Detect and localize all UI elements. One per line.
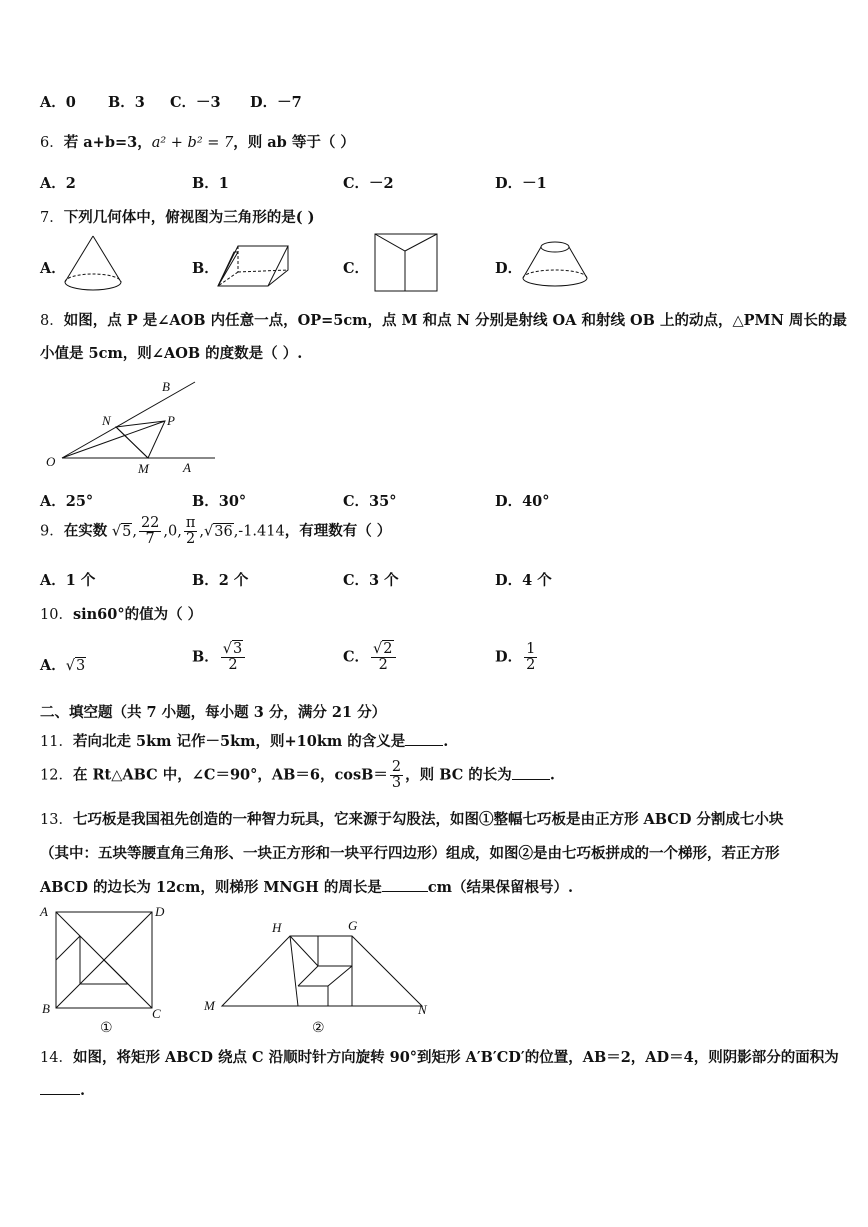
q14-stem-line1 — [40, 1046, 839, 1067]
frustum-icon — [520, 238, 590, 290]
q8-figure — [40, 376, 230, 476]
q13-fig1-caption: ① — [100, 1021, 113, 1036]
q9-stem: 9．在实数 √5, $\frac{22}{7}$ ,0, $\frac{\pi}{2}$ ,√36,-1.414，有理数有（ ） — [40, 515, 392, 548]
q9-option-d: D．4 个 — [495, 572, 552, 589]
q9-fraction-22-7: $\frac{22}{7}$ — [140, 515, 160, 548]
q13-fig1-label-b: B — [42, 1001, 50, 1016]
triangular-prism-icon — [216, 238, 290, 290]
q8-label-o: O — [46, 454, 56, 469]
q8-label-b: B — [162, 379, 170, 394]
q9-text-a: 在实数 — [63, 522, 108, 540]
q10-number: 10． — [40, 607, 73, 623]
q6-option-c: C．－2 — [343, 175, 394, 192]
q13-fig1-label-a: A — [40, 904, 48, 919]
q13-fig2-label-h: H — [272, 920, 282, 935]
q8-text-line1: 如图，点 P 是∠AOB 内任意一点，OP=5cm，点 M 和点 N 分别是射线 OA 和射线 OB 上的动点，△PMN 周长的最 — [63, 312, 847, 329]
q8-option-a: A．25° — [40, 493, 94, 510]
q11-answer-blank[interactable] — [405, 731, 443, 746]
q6-formula: a² + b² = 7 — [151, 135, 234, 151]
q13-line3a: ABCD 的边长为 12cm，则梯形 MNGH 的周长是 — [40, 879, 382, 896]
q8-option-b: B．30° — [192, 493, 247, 510]
section2-title: 二、填空题（共 7 小题，每小题 3 分，满分 21 分） — [40, 704, 387, 721]
q5-option-c: C．－3 — [170, 94, 221, 111]
triangular-prism-front-icon — [372, 231, 440, 295]
q11-number: 11． — [40, 734, 73, 750]
q8-label-a: A — [183, 460, 191, 475]
q14-number: 14． — [40, 1050, 73, 1066]
q9-sqrt5: √5 — [111, 523, 132, 540]
q6-option-d: D．－1 — [495, 175, 547, 192]
q10-option-c: C． $\frac{√2}{2}$ — [343, 642, 398, 673]
q8-label-n: N — [102, 413, 111, 428]
q13-line3b: cm（结果保留根号）. — [427, 879, 574, 896]
q13-answer-blank[interactable] — [382, 877, 428, 892]
q7-option-d: D． — [495, 260, 523, 277]
q13-fig2-label-m: M — [204, 998, 215, 1013]
cone-icon — [62, 232, 124, 294]
q13-fig1-label-c: C — [152, 1006, 161, 1021]
q12-number: 12． — [40, 767, 73, 784]
q8-label-p: P — [167, 413, 175, 428]
q13-fig2-label-g: G — [348, 918, 358, 933]
q12-stem: 12．在 Rt△ABC 中，∠C＝90°，AB＝6，cosB＝ $\frac{2}{3}$ ，则 BC 的长为 . — [40, 759, 555, 792]
q10-option-d: D． $\frac{1}{2}$ — [495, 641, 536, 674]
q12-fraction: $\frac{2}{3}$ — [391, 759, 402, 792]
q6-text-b: ，则 ab 等于（ ） — [233, 134, 355, 151]
q9-number: 9． — [40, 523, 64, 540]
q6-option-b: B．1 — [192, 175, 229, 192]
q8-option-c: C．35° — [343, 493, 397, 510]
q9-last-number: -1.414 — [238, 523, 285, 540]
q13-figure-1 — [36, 900, 176, 1036]
q7-option-c: C． — [343, 260, 370, 277]
q6-option-a: A．2 — [40, 175, 76, 192]
q11-text-a: 若向北走 5km 记作－5km，则+10km 的含义是 — [72, 733, 406, 750]
q9-text-b: ，有理数有（ ） — [284, 522, 392, 540]
q6-text-a: 若 a+b=3， — [63, 134, 152, 151]
q6-number: 6． — [40, 135, 64, 151]
q13-fig1-label-d: D — [155, 904, 165, 919]
q13-line2: （其中：五块等腰直角三角形、一块正方形和一块平行四边形）组成，如图②是由七巧板拼成的一个梯形，若正方形 — [40, 845, 780, 862]
q5-option-a: A．0 — [40, 94, 76, 111]
q12-text-a: 在 Rt△ABC 中，∠C＝90°，AB＝6，cosB＝ — [72, 766, 388, 784]
q7-option-a: A． — [40, 260, 66, 277]
q7-text: 下列几何体中，俯视图为三角形的是( ) — [63, 209, 315, 226]
q13-number: 13． — [40, 812, 73, 828]
q14-stem-line2: . — [40, 1080, 85, 1099]
q8-number: 8． — [40, 313, 64, 329]
q9-option-b: B．2 个 — [192, 572, 249, 589]
q10-option-a: A．√3 — [40, 657, 86, 674]
q14-line1: 如图，将矩形 ABCD 绕点 C 沿顺时针方向旋转 90°到矩形 A′B′CD′的位置，AB＝2，AD＝4，则阴影部分的面积为 — [72, 1049, 839, 1066]
q8-text-line2: 小值是 5cm，则∠AOB 的度数是（ ）. — [40, 345, 303, 362]
q10-options — [40, 642, 840, 688]
q7-number: 7． — [40, 210, 64, 226]
q12-answer-blank[interactable] — [512, 765, 550, 780]
q9-sqrt36: √36 — [203, 523, 233, 540]
q9-fraction-pi-2: $\frac{\pi}{2}$ — [185, 515, 196, 548]
q13-fig2-caption: ② — [312, 1021, 325, 1036]
q13-line1: 七巧板是我国祖先创造的一种智力玩具，它来源于勾股法，如图①整幅七巧板是由正方形 ABCD 分割成七小块 — [72, 811, 784, 828]
q8-label-m: M — [138, 461, 149, 476]
q7-stem — [40, 206, 315, 227]
q9-zero: 0 — [168, 523, 178, 540]
q11-stem: 11．若向北走 5km 记作－5km，则+10km 的含义是 . — [40, 733, 449, 750]
q8-stem-line1 — [40, 309, 847, 330]
q9-option-c: C．3 个 — [343, 572, 399, 589]
q10-stem — [40, 603, 202, 624]
q12-text-b: ，则 BC 的长为 — [405, 766, 512, 784]
q9-option-a: A．1 个 — [40, 572, 96, 589]
q6-stem — [40, 131, 355, 152]
q13-stem-line1 — [40, 808, 783, 829]
q7-option-b: B． — [192, 260, 219, 277]
q13-fig2-label-n: N — [418, 1002, 427, 1017]
q13-figure-2 — [200, 912, 440, 1036]
q10-option-b: B． $\frac{√3}{2}$ — [192, 642, 247, 673]
q14-answer-blank[interactable] — [40, 1080, 80, 1095]
q5-option-b: B．3 — [108, 94, 145, 111]
q10-text: sin60°的值为（ ） — [72, 606, 203, 623]
q8-option-d: D．40° — [495, 493, 550, 510]
q13-stem-line3 — [40, 876, 573, 897]
q5-option-d: D．－7 — [250, 94, 302, 111]
